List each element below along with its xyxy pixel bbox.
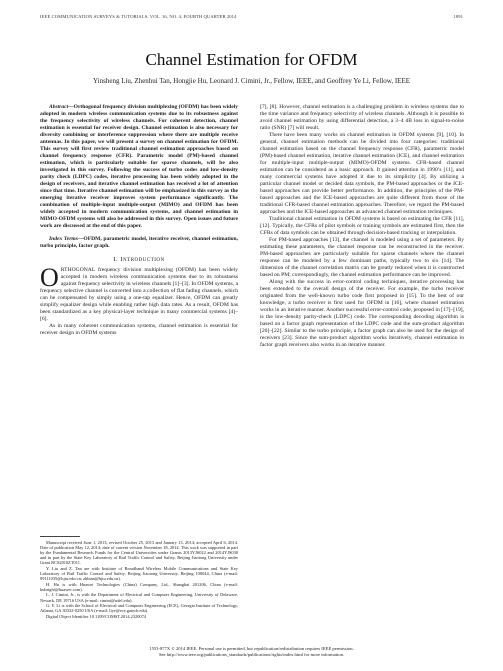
copyright-line: 1553-877X © 2014 IEEE. Personal use is permitted, but republication/redistribution requires IEEE permission. (149, 646, 354, 651)
body-paragraph: Traditional channel estimation in OFDM systems is based on estimating the CFR [11], [12]. Typically, the CFRs of pilot symbols or training symbols are estimated first, then the CFRs of data symbols can be obtained through decision-based tracking or interpolation. (260, 216, 464, 236)
copyright-footer (0, 646, 503, 658)
index-terms-lead: Index Terms (49, 236, 78, 242)
running-header (40, 14, 463, 24)
section-title: Introduction (120, 256, 165, 263)
footnote: G. Y. Li is with the School of Electrical and Computer Engineering (ECE), Georgia Institute of Technology, Atlanta, GA 30332-0250 USA (e-mail: liye@ece.gatech.edu). (40, 603, 238, 614)
author-list: Yinsheng Liu, Zhenhui Tan, Hongjie Hu, Leonard J. Cimini, Jr., Fellow, IEEE, and Geoffrey Ye Li, Fellow, IEEE (93, 77, 410, 85)
body-paragraph: Along with the success in error-control coding techniques, iterative processing has been extended to the overall design of the receiver. For example, the turbo receiver originated from the well-known turbo code first proposed in [15]. To the best of our knowledge, a turbo receiver is first used for OFDM in [16], where channel estimation works in an iterative manner. Another successful error-control code, proposed in [17]–[19], is the low-density parity-check (LDPC) code. The corresponding decoding algorithm is based on a factor graph representation of the LDPC code and the sum-product algorithm [20]–[22]. Similar to the turbo principle, a factor graph can also be used for the design of receivers [23]. Since the sum-product algorithm works iteratively, channel estimation in factor graph receivers also works in an iterative manner. (260, 279, 464, 348)
body-paragraph: For PM-based approaches [13], the channel is modeled using a set of parameters. By estimating these parameters, the channel response can be reconstructed in the receiver. PM-based approaches are particularly suitable for sparse channels where the channel response can be modeled by a few dominant paths, typically two to six [14]. The dimension of the channel correlation matrix can be greatly reduced when it is constructed based on PM; correspondingly, the channel estimation performance can be improved. (260, 237, 464, 278)
section-number: I. (113, 256, 119, 263)
intro-paragraph-2: As in many coherent communication systems, channel estimation is essential for receiver design in OFDM systems (40, 323, 238, 336)
paper-title: Channel Estimation for OFDM (145, 50, 358, 69)
abstract (40, 104, 238, 230)
abstract-text: Orthogonal frequency division multiplexing (OFDM) has been widely adopted in modern wireless communication systems due to its robustness against the frequency selectivity of wireless channels. For coherent detection, channel estimation is essential for receiver design. Channel estimation is also necessary for diversity combining or interference suppression where there are multiple receive antennas. In this paper, we will present a survey on channel estimation for OFDM. This survey will first review traditional channel estimation approaches based on channel frequency response (CFR). Parametric model (PM)-based channel estimation, which is particularly suitable for sparse channels, will be also investigated in this survey. Following the success of turbo codes and low-density parity check (LDPC) codes, iterative processing has been widely adopted in the design of receivers, and iterative channel estimation has received a lot of attention since that time. Iterative channel estimation will be emphasized in this survey as the emerging iterative receiver improves system performance significantly. The combination of multiple-input multiple-output (MIMO) and OFDM has been widely accepted in modern communication systems, and channel estimation in MIMO-OFDM systems will also be addressed in this survey. Open issues and future work are discussed at the end of this paper. (40, 104, 238, 229)
body-paragraph: There have been many works on channel estimation in OFDM systems [9], [10]. In general, channel estimation methods can be divided into four categories: traditional channel estimation based on the channel frequency response (CFR), parametric model (PM)-based channel estimation, iterative channel estimation (ICE), and channel estimation for multiple-input multiple-output (MIMO)-OFDM systems. CFR-based channel estimation can be considered as a basic approach. It gained attention in 1990’s [11], and many commercial systems have adopted it due to its simplicity [4]. By utilizing a particular channel model or decided data symbols, the PM-based approaches or the ICE-based approaches can provide better performance. In addition, the principles of the PM-based approaches and the ICE-based approaches are quite different from those of the traditional CFR-based channel estimation approaches. Therefore, we regard the PM-based approaches and the ICE-based approaches as advanced channel estimation techniques. (260, 132, 464, 215)
intro-p1-text: RTHOGONAL frequency division multiplexing (OFDM) has been widely accepted in modern wireless communication systems due to its robustness against frequency selectivity in wireless channels [1]–[3]. In OFDM systems, a frequency selective channel is converted into a collection of flat fading channels, which can be compensated by simply using a one-tap equalizer. Hence, OFDM can greatly simplify equalizer design while enabling rather high data rates. As a result, OFDM has been standardized as a key physical-layer technique in many commercial systems [4]–[6]. (40, 267, 238, 322)
footnote: L. J. Cimini, Jr., is with the Department of Electrical and Computer Engineering, University of Delaware, Newark, DE 19716 USA (e-mail: cimini@udel.edu). (40, 592, 238, 603)
page-number: 1891 (453, 14, 463, 19)
rights-url-line: See http://www.ieee.org/publications_standards/publications/rights/index.html for more information. (158, 652, 345, 657)
section-heading (40, 256, 238, 263)
footnote: Y. Liu and Z. Tan are with Institute of Broadband Wireless Mobile Communications and State Key Laboratory of Rail Traffic Control and Safety, Beijing Jiaotong University, Beijing 100044, China (e-mail: 09111035@bjtu.edu.cn; zhhtan@bjtu.edu.cn). (40, 565, 238, 582)
drop-cap: O (40, 263, 59, 292)
abstract-lead: Abstract— (49, 104, 74, 110)
footnote: H. Hu is with Huawei Technologies (China) Company, Ltd., Shanghai 201206, China (e-mail: hubright@huawei.com). (40, 581, 238, 592)
footnote: Digital Object Identifier 10.1109/COMST.2014.2320074 (46, 613, 146, 619)
footnotes (40, 540, 238, 619)
body-paragraph: [7], [8]. However, channel estimation is a challenging problem in wireless systems due to the time variance and frequency selectivity of wireless channels. Although it is possible to avoid channel estimation by using differential detection, a 3–4 dB loss in signal-to-noise ratio (SNR) [7] will result. (260, 104, 464, 131)
left-column (40, 104, 238, 337)
right-column (260, 104, 464, 349)
footnote-rule (40, 536, 80, 537)
index-terms-text: —OFDM, parametric model, iterative receiver, channel estimation, turbo principle, factor graph. (40, 236, 238, 249)
intro-paragraph-1 (40, 263, 238, 323)
footnote: Manuscript received June 1, 2013; revised October 25, 2013 and January 13, 2014; accepted April 6, 2014. Date of publication May 12, 2014; date of current version November 18, 2014. This work was supported in part by the Fundamental Research Funds for the Central Universities under Grants 2013YJS022 and 2014YJS030 and in part by the State Key Laboratory of Rail Traffic Control and Safety, Beijing Jiaotong University under Grant RCS2010ZT011. (40, 540, 238, 566)
index-terms (40, 236, 238, 250)
journal-name: IEEE COMMUNICATION SURVEYS & TUTORIALS, VOL. 16, NO. 4, FOURTH QUARTER 2014 (40, 14, 237, 19)
